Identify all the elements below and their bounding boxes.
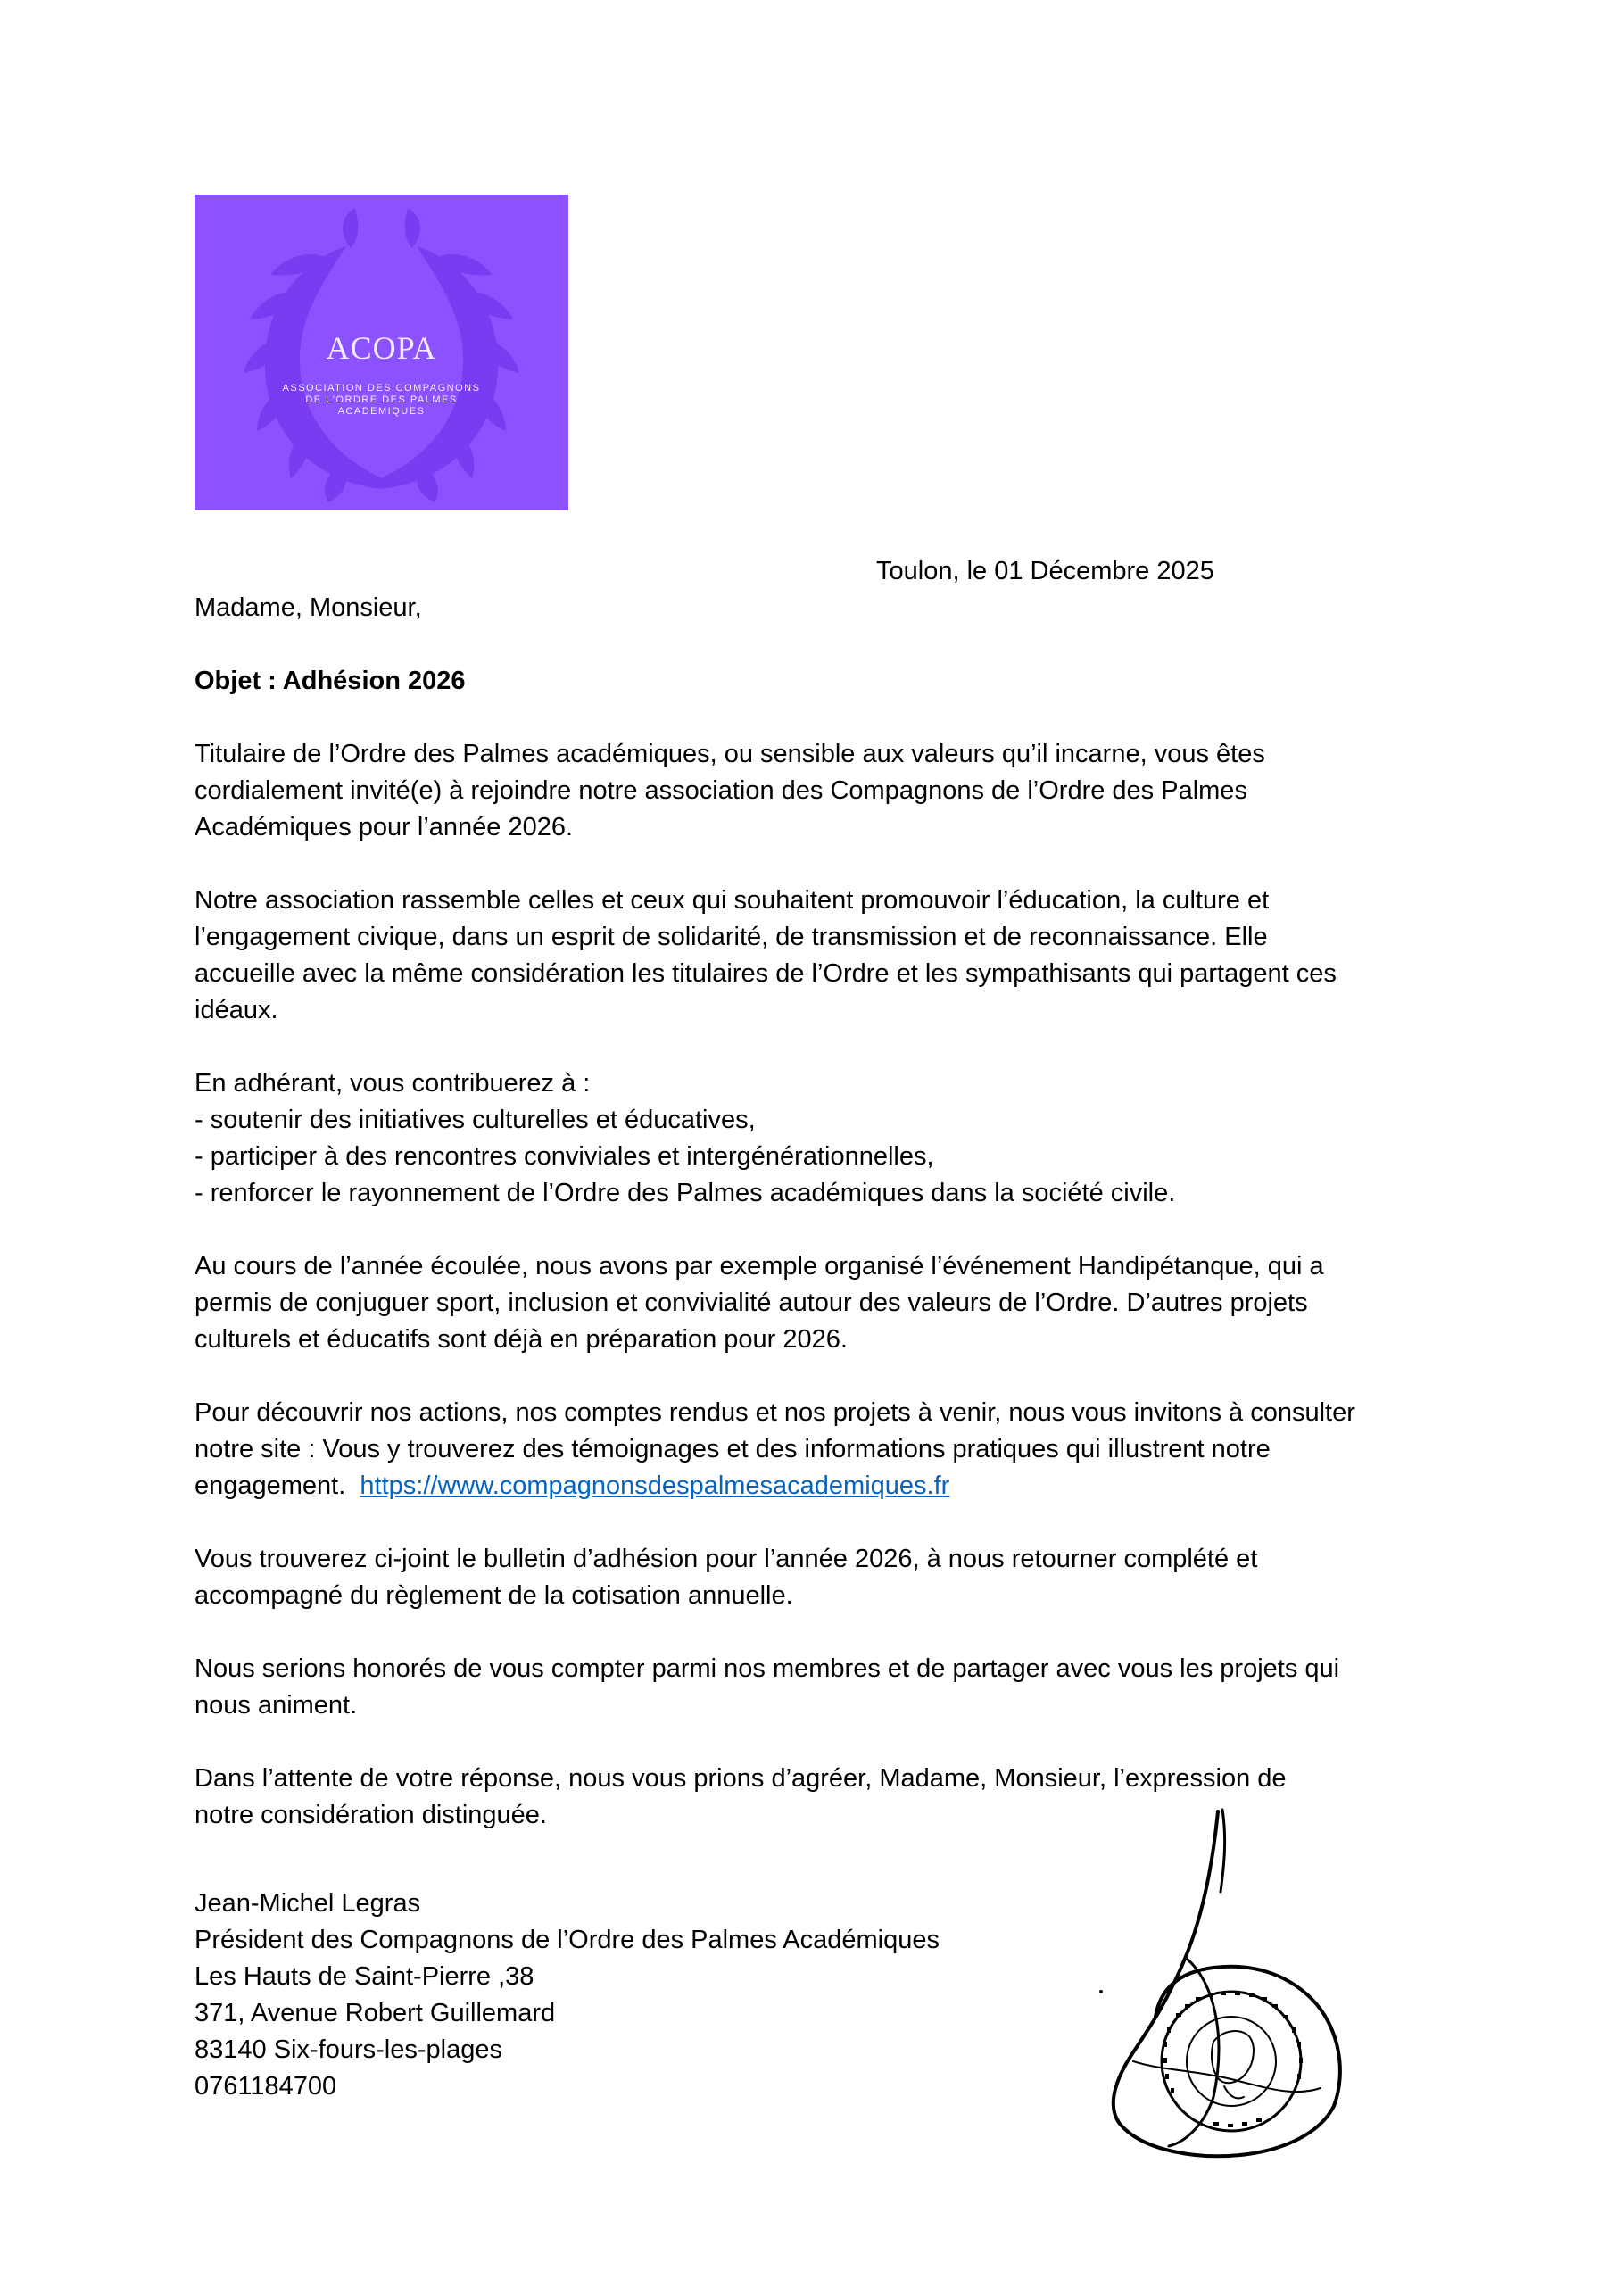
paragraph-bulletin [195, 1541, 1444, 1614]
handwritten-signature-stamp [1080, 1803, 1374, 2177]
address-line: Les Hauts de Saint-Pierre ,38 [195, 1962, 534, 1991]
signer-title: Président des Compagnons de l’Ordre des Palmes Académiques [195, 1926, 940, 1954]
paragraph-honor [195, 1651, 1444, 1724]
paragraph-events [195, 1248, 1444, 1358]
text-line: Dans l’attente de votre réponse, nous vous prions d’agréer, Madame, Monsieur, l’expression de [195, 1764, 1287, 1793]
acopa-logo [195, 195, 568, 510]
text-line: accueille avec la même considération les titulaires de l’Ordre et les sympathisants qui partagent ces [195, 959, 1337, 988]
list-item: - renforcer le rayonnement de l’Ordre des Palmes académiques dans la société civile. [195, 1179, 1176, 1207]
text-line: notre site : Vous y trouverez des témoignages et des informations pratiques qui illustrent notre [195, 1435, 1271, 1463]
text-line: l’engagement civique, dans un esprit de solidarité, de transmission et de reconnaissance. Elle [195, 923, 1268, 951]
text-line: cordialement invité(e) à rejoindre notre association des Compagnons de l’Ordre des Palmes [195, 776, 1247, 805]
text-line: Académiques pour l’année 2026. [195, 813, 574, 841]
text-line: nous animent. [195, 1691, 358, 1720]
signer-name: Jean-Michel Legras [195, 1889, 421, 1918]
address-line: 83140 Six-fours-les-plages [195, 2035, 502, 2064]
text-line: culturels et éducatifs sont déjà en préparation pour 2026. [195, 1325, 848, 1354]
letter-date: Toulon, le 01 Décembre 2025 [876, 557, 1214, 585]
text-line: Nous serions honorés de vous compter parmi nos membres et de partager avec vous les projets qui [195, 1654, 1340, 1683]
address-line: 371, Avenue Robert Guillemard [195, 1999, 556, 2027]
logo-subtitle [195, 383, 568, 418]
text-line: Au cours de l’année écoulée, nous avons par exemple organisé l’événement Handipétanque, qui a [195, 1252, 1324, 1281]
text-line: Pour découvrir nos actions, nos comptes rendus et nos projets à venir, nous vous invitons à consulter [195, 1398, 1355, 1427]
text-line: notre considération distinguée. [195, 1801, 547, 1829]
text-line: idéaux. [195, 996, 278, 1024]
signature-stamp-icon [1080, 1803, 1374, 2177]
text-line [195, 1468, 1444, 1504]
list-item: - soutenir des initiatives culturelles et éducatives, [195, 1106, 756, 1134]
text-line: Vous trouverez ci-joint le bulletin d’adhésion pour l’année 2026, à nous retourner complété et [195, 1545, 1258, 1573]
logo-subtitle-line: ACADEMIQUES [337, 406, 426, 417]
logo-title: ACOPA [326, 330, 437, 366]
paragraph-invitation [195, 736, 1444, 846]
signature-block [195, 1886, 940, 2105]
text-line: permis de conjuguer sport, inclusion et convivialité autour des valeurs de l’Ordre. D’autres projets [195, 1289, 1308, 1317]
list-intro: En adhérant, vous contribuerez à : [195, 1069, 591, 1098]
paragraph-website [195, 1395, 1444, 1504]
text-line: accompagné du règlement de la cotisation annuelle. [195, 1581, 793, 1610]
phone-number: 0761184700 [195, 2072, 337, 2101]
text-fragment: engagement. [195, 1471, 360, 1500]
logo-subtitle-line: DE L'ORDRE DES PALMES [305, 394, 458, 405]
paragraph-contributions [195, 1065, 1444, 1212]
text-line: Titulaire de l’Ordre des Palmes académiques, ou sensible aux valeurs qu’il incarne, vous êtes [195, 740, 1265, 768]
list-item: - participer à des rencontres conviviales et intergénérationnelles, [195, 1142, 934, 1171]
website-link[interactable]: https://www.compagnonsdespalmesacademiques.fr [360, 1471, 950, 1500]
logo-subtitle-line: ASSOCIATION DES COMPAGNONS [282, 383, 481, 394]
paragraph-association [195, 883, 1444, 1029]
subject-line: Objet : Adhésion 2026 [195, 667, 466, 695]
salutation: Madame, Monsieur, [195, 593, 422, 622]
text-line: Notre association rassemble celles et ceux qui souhaitent promouvoir l’éducation, la culture et [195, 886, 1270, 915]
